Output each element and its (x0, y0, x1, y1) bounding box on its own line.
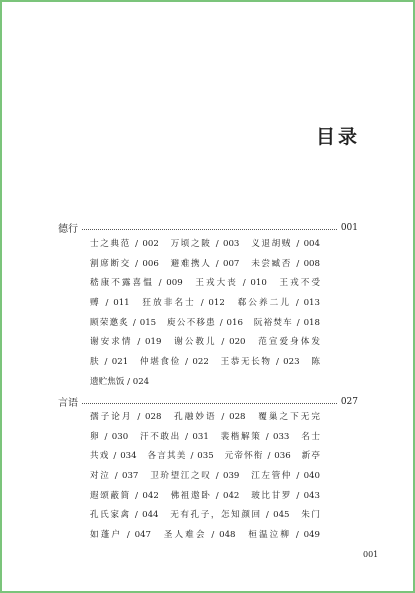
toc-entry-line[interactable]: 遗贮焦饭 / 024 (90, 376, 150, 387)
toc-entry-line[interactable]: 卵 / 030 汗不敢出 / 031 裴楷解策 / 033 名士 (90, 431, 320, 442)
section-heading-dexing[interactable] (58, 220, 358, 235)
page-title: 目录 (316, 126, 361, 148)
toc-entry-line[interactable]: 谢安求情 / 019 谢公教儿 / 020 范宣爱身体发 (90, 337, 320, 348)
toc-entry-line[interactable]: 顾荣邀炙 / 015 庾公不移患 / 016 阮裕焚车 / 018 (90, 317, 320, 328)
entries-dexing (90, 235, 320, 393)
toc-entry-line[interactable]: 孺子论月 / 028 孔融妙语 / 028 覆巢之下无完 (90, 412, 320, 422)
toc-entry-line[interactable]: 割席断交 / 006 避难携人 / 007 未尝臧否 / 008 (90, 258, 320, 269)
toc-entry-line[interactable]: 赙 / 011 狂放非名士 / 012 郗公养二儿 / 013 (90, 298, 320, 309)
toc-entry-line[interactable]: 共戏 / 034 各言其美 / 035 元帝怀衔 / 036 新亭 (90, 451, 320, 462)
toc-entry-line[interactable]: 如蓬户 / 047 圣人难会 / 048 桓温泣柳 / 049 (90, 530, 320, 541)
dot-leader (82, 403, 337, 404)
page-number: 001 (363, 550, 379, 559)
entries-yanyu (90, 408, 320, 546)
section-heading-yanyu[interactable] (58, 394, 358, 409)
toc-entry-line[interactable]: 对泣 / 037 卫玠望江之叹 / 039 江左管仲 / 040 (90, 471, 320, 482)
toc-entry-line[interactable]: 嵇康不露喜愠 / 009 王戎大丧 / 010 王戎不受 (90, 278, 320, 289)
toc-entry-line[interactable]: 遐颂蔽简 / 042 佛祖遨卧 / 042 玻比甘罗 / 043 (90, 490, 320, 501)
section-page-number: 027 (340, 396, 358, 407)
toc-entry-line[interactable]: 肤 / 021 仲堪食俭 / 022 王恭无长物 / 023 陈 (90, 357, 320, 368)
toc-entry-line[interactable]: 孔氏家禽 / 044 无有孔子，怎知颜回 / 045 朱门 (90, 510, 320, 521)
section-label: 德行 (58, 224, 78, 235)
section-page-number: 001 (340, 222, 358, 233)
toc-entry-line[interactable]: 士之典范 / 002 万顷之陂 / 003 义退胡贼 / 004 (90, 239, 320, 249)
section-label: 言语 (58, 398, 78, 409)
dot-leader (82, 229, 337, 230)
